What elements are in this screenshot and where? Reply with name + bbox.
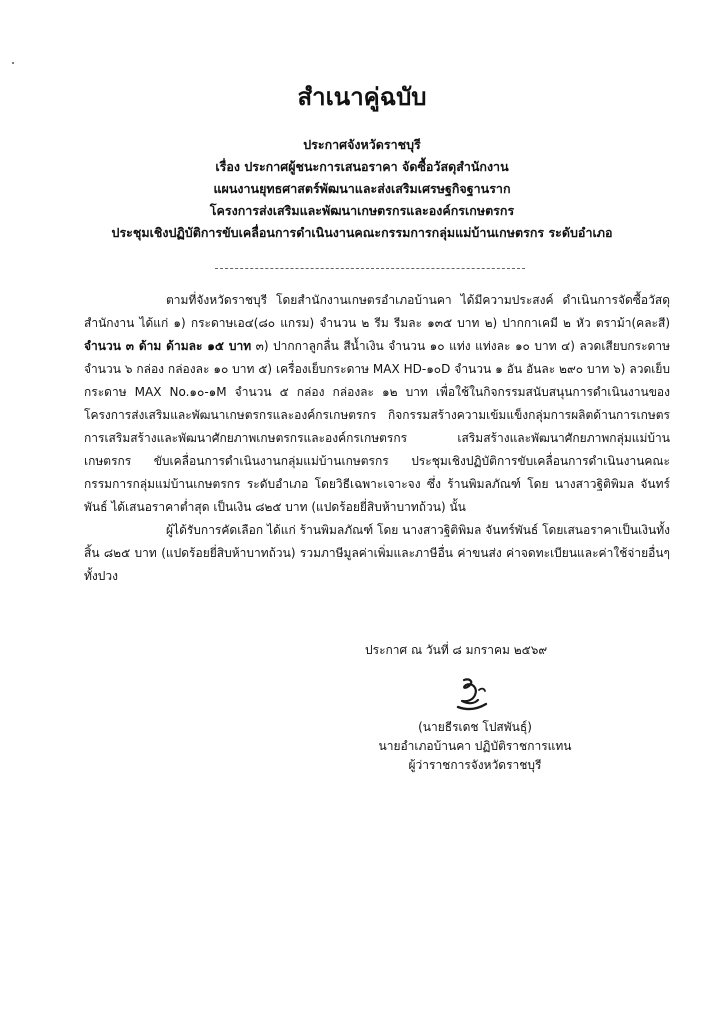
heading-line-plan: แผนงานยุทธศาสตร์พัฒนาและส่งเสริมเศรษฐกิจฐานราก bbox=[213, 181, 511, 196]
signer-position: นายอำเภอบ้านคา ปฏิบัติราชการแทน bbox=[378, 739, 572, 753]
signer-position-governor: ผู้ว่าราชการจังหวัดราชบุรี bbox=[408, 758, 542, 772]
paragraph-procurement-rest: ๓) ปากกาลูกลื่น สีน้ำเงิน จำนวน ๑๐ แท่ง แท่งละ ๑๐ บาท ๔) ลวดเสียบกระดาษ จำนวน ๖ กล่อง กล่องละ ๑๐ บาท ๕) เครื่องเย็บกระดาษ MAX HD-๑๐D จำนวน ๑ อัน อันละ ๒๙๐ บาท ๖) ลวดเย็บกระดาษ MAX No.๑๐-๑M จำนวน ๕ กล่อง กล่องละ ๑๒ บาท เพื่อใช้ในกิจกรรมสนับสนุนการดำเนินงานของ โครงการส่งเสริมและพัฒนาเกษตรกรและองค์กรเกษตรกร กิจกรรมสร้างความเข้มแข็งกลุ่มการผลิตด้านการเกษตร การเสริมสร้างและพัฒนาศักยภาพเกษตรกรและองค์กรเกษตรกร เสริมสร้างและพัฒนาศักยภาพกลุ่มแม่บ้านเกษตรกร ขับเคลื่อนการดำเนินงานกลุ่มแม่บ้านเกษตรกร ประชุมเชิงปฏิบัติการขับเคลื่อนการดำเนินงานคณะกรรมการกลุ่มแม่บ้านเกษตรกร ระดับอำเภอ โดยวิธีเฉพาะเจาะจง ซึ่ง ร้านพิมลภัณฑ์ โดย นางสาวฐิติพิมล จันทร์พันธ์ ได้เสนอราคาต่ำสุด เป็นเงิน ๘๒๕ บาท (แปดร้อยยี่สิบห้าบาทถ้วน) นั้น bbox=[84, 339, 671, 514]
heading-line-project: โครงการส่งเสริมและพัฒนาเกษตรกรและองค์กรเกษตรกร bbox=[209, 203, 515, 218]
signer-block bbox=[360, 718, 590, 775]
handwritten-signature-icon bbox=[448, 676, 494, 716]
dashed-divider bbox=[215, 268, 525, 269]
paragraph-winner: ผู้ได้รับการคัดเลือก ได้แก่ ร้านพิมลภัณฑ์ โดย นางสาวฐิติพิมล จันทร์พันธ์ โดยเสนอราคาเป็นเงินทั้งสิ้น ๘๒๕ บาท (แปดร้อยยี่สิบห้าบาทถ้วน) รวมภาษีมูลค่าเพิ่มและภาษีอื่น ค่าขนส่ง ค่าจดทะเบียนและค่าใช้จ่ายอื่นๆ ทั้งปวง bbox=[84, 523, 670, 583]
heading-line-province: ประกาศจังหวัดราชบุรี bbox=[303, 137, 421, 152]
margin-dot bbox=[12, 62, 14, 64]
paragraph-procurement bbox=[84, 289, 670, 519]
heading-line-activity: ประชุมเชิงปฏิบัติการขับเคลื่อนการดำเนินงานคณะกรรมการกลุ่มแม่บ้านเกษตรกร ระดับอำเภอ bbox=[111, 225, 613, 240]
document-title: สำเนาคู่ฉบับ bbox=[297, 83, 427, 111]
paragraph-procurement-bold: จำนวน ๓ ด้าม ด้ามละ ๑๕ บาท bbox=[84, 339, 252, 353]
signer-name: (นายธีรเดช โปสพันธุ์) bbox=[418, 720, 532, 734]
paragraph-procurement-lead: ตามที่จังหวัดราชบุรี โดยสำนักงานเกษตรอำเภอบ้านคา ได้มีความประสงค์ ดำเนินการจัดซื้อวัสดุสำนักงาน ได้แก่ ๑) กระดาษเอ๔(๘๐ แกรม) จำนวน ๒ รีม รีมละ ๑๓๕ บาท ๒) ปากกาเคมี ๒ หัว ตราม้า(คละสี) bbox=[84, 293, 670, 330]
issue-date: ประกาศ ณ วันที่ ๘ มกราคม ๒๕๖๙ bbox=[365, 643, 548, 657]
announcement-heading bbox=[60, 134, 664, 244]
announcement-body bbox=[84, 289, 670, 588]
heading-line-subject: เรื่อง ประกาศผู้ชนะการเสนอราคา จัดซื้อวัสดุสำนักงาน bbox=[215, 159, 509, 174]
